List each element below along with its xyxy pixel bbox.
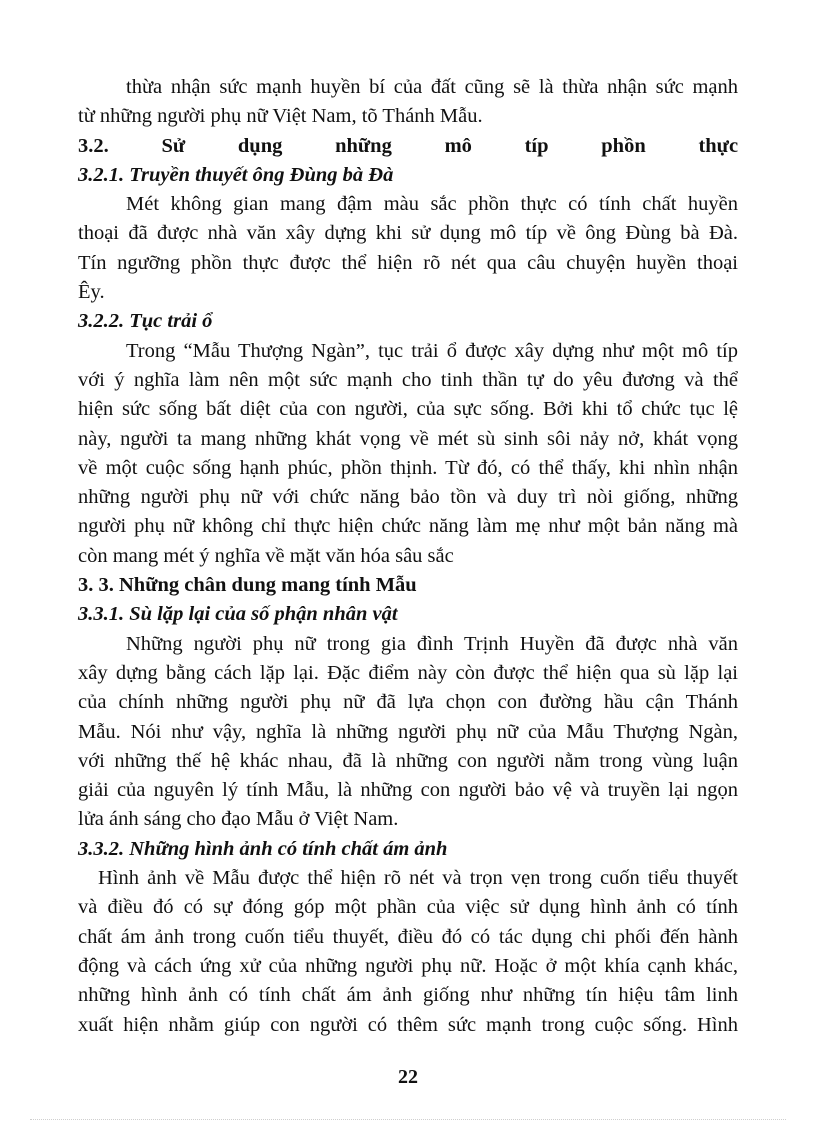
text-line: với những thế hệ khác nhau, đã là những con người nằm trong vùng luận (78, 749, 738, 772)
text-line: giải của nguyên lý tính Mẫu, là những con người bảo vệ và truyền lại ngọn (78, 779, 738, 802)
document-page (78, 73, 738, 1040)
text-line: và điều đó có sự đóng góp một phần của việc sử dụng hình ảnh có tính (78, 896, 738, 919)
heading-word: dụng (237, 134, 283, 157)
page-bottom-divider (30, 1119, 786, 1120)
text-line: chất ám ảnh trong cuốn tiểu thuyết, điều đó có tác dụng chi phối đến hành (78, 925, 738, 948)
heading-word: phồn (601, 134, 646, 157)
text-line: Những người phụ nữ trong gia đình Trịnh Huyền đã được nhà văn (126, 632, 738, 655)
subsection-heading-3-3-2: 3.3.2. Những hình ảnh có tính chất ám ảnh (78, 837, 448, 860)
text-line: của chính những người phụ nữ đã lựa chọn con đường hầu cận Thánh (78, 691, 738, 714)
text-line: Trong “Mẫu Thượng Ngàn”, tục trải ổ được xây dựng như một mô típ (126, 339, 738, 362)
text-line: những hình ảnh có tính chất ám ảnh giống như những tín hiệu tâm linh (78, 984, 738, 1007)
text-line: này, người ta mang những khát vọng về mét sù sinh sôi nảy nở, khát vọng (78, 427, 738, 450)
text-line: từ những người phụ nữ Việt Nam, tõ Thánh Mẫu. (78, 105, 483, 128)
heading-word: thực (698, 134, 739, 157)
heading-word: Sử (161, 134, 186, 157)
text-line: Mét không gian mang đậm màu sắc phồn thực có tính chất huyền (126, 193, 738, 216)
text-line: hiện sức sống bất diệt của con người, của sực sống. Bởi khi tổ chức tục lệ (78, 398, 738, 421)
text-line: với ý nghĩa làm nên một sức mạnh cho tinh thần tự do yêu đương và thể (78, 368, 738, 391)
text-line: xuất hiện nhằm giúp con người có thêm sức mạnh trong cuộc sống. Hình (78, 1013, 738, 1036)
text-line: Mẫu. Nói như vậy, nghĩa là những người phụ nữ của Mẫu Thượng Ngàn, (78, 720, 738, 743)
heading-word: mô (444, 134, 472, 157)
heading-word: những (335, 134, 392, 157)
subsection-heading-3-3-1: 3.3.1. Sù lặp lại của số phận nhân vật (78, 603, 398, 626)
page-number: 22 (398, 1066, 418, 1088)
text-line: Hình ảnh về Mẫu được thể hiện rõ nét và trọn vẹn trong cuốn tiểu thuyết (98, 867, 738, 890)
text-line: về một cuộc sống hạnh phúc, phồn thịnh. Từ đó, có thể thấy, khi nhìn nhận (78, 456, 738, 479)
text-line: thoại đã được nhà văn xây dựng khi sử dụng mô típ về ông Đùng bà Đà. (78, 222, 738, 245)
text-line: Tín ngưỡng phồn thực được thể hiện rõ nét qua câu chuyện huyền thoại (78, 251, 738, 274)
text-line: thừa nhận sức mạnh huyền bí của đất cũng sẽ là thừa nhận sức mạnh (126, 76, 738, 98)
paragraph-intro (78, 73, 738, 132)
text-line: Êy. (78, 281, 105, 304)
section-heading-3-3: 3. 3. Những chân dung mang tính Mẫu (78, 574, 417, 597)
heading-word: 3.2. (78, 134, 109, 157)
text-line: xây dựng bằng cách lặp lại. Đặc điểm này còn được thể hiện qua sù lặp lại (78, 661, 738, 684)
paragraph-3-3-2 (78, 864, 738, 1040)
paragraph-3-2-1 (78, 190, 738, 307)
heading-word: típ (524, 134, 549, 157)
section-heading-3-2 (78, 132, 738, 161)
paragraph-3-2-2 (78, 337, 738, 571)
subsection-heading-3-2-1: 3.2.1. Truyền thuyết ông Đùng bà Đà (78, 163, 394, 186)
paragraph-3-3-1 (78, 630, 738, 835)
text-line: động và cách ứng xử của những người phụ nữ. Hoặc ở một khía cạnh khác, (78, 954, 738, 977)
subsection-heading-3-2-2: 3.2.2. Tục trải ổ (78, 310, 213, 333)
text-line: lửa ánh sáng cho đạo Mẫu ở Việt Nam. (78, 808, 399, 831)
text-line: người phụ nữ không chỉ thực hiện chức năng làm mẹ như một bản năng mà (78, 515, 738, 538)
text-line: còn mang mét ý nghĩa về mặt văn hóa sâu sắc (78, 544, 454, 567)
text-line: những người phụ nữ với chức năng bảo tồn và duy trì nòi giống, những (78, 486, 738, 509)
